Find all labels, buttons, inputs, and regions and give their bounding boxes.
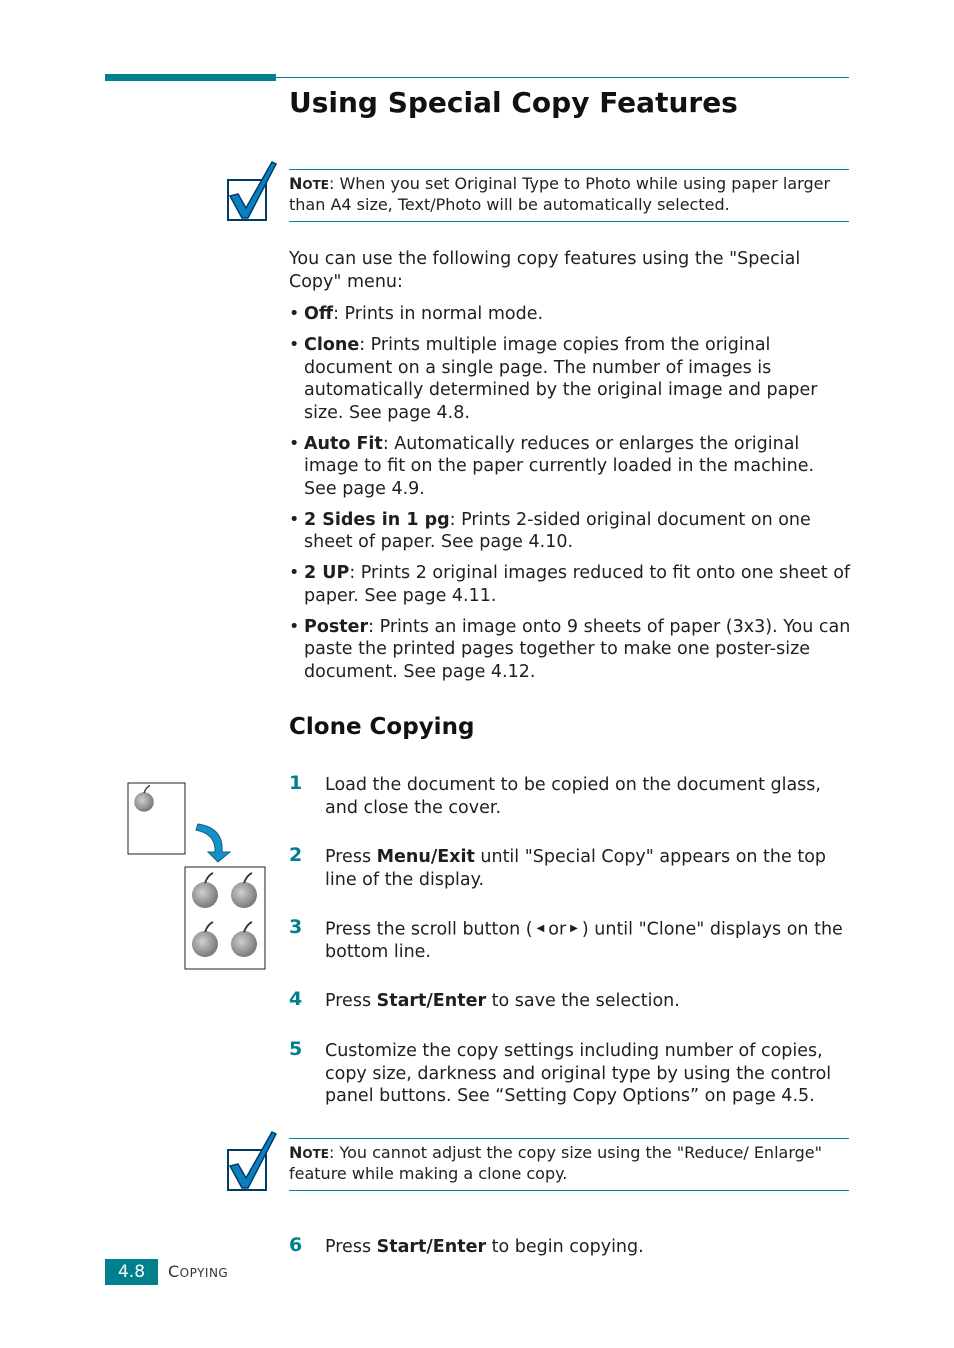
- step-text: Customize the copy settings including number of copies, copy size, darkness and original type by using the control panel buttons. See “Setting Copy Options” on page 4.5.: [325, 1041, 832, 1106]
- checkmark-note-icon: [226, 1130, 278, 1192]
- page-number: 4.8: [105, 1259, 158, 1285]
- list-item: • Off: Prints in normal mode.: [289, 304, 544, 324]
- page-title: Using Special Copy Features: [289, 86, 738, 119]
- note-box: [289, 169, 849, 222]
- step-text: Press Menu/Exit until "Special Copy" appears on the top line of the display.: [325, 847, 827, 890]
- note-text: NOTE: When you set Original Type to Photo while using paper larger than A4 size, Text/Photo will be automatically selected.: [289, 174, 831, 214]
- checkmark-note-icon: [226, 160, 278, 222]
- step-number: 6: [289, 1234, 303, 1256]
- note-text: NOTE: You cannot adjust the copy size using the "Reduce/ Enlarge" feature while making a clone copy.: [289, 1143, 822, 1183]
- note-label: NOTE: [289, 1143, 329, 1162]
- note-box: [289, 1138, 849, 1191]
- list-item: • Clone: Prints multiple image copies from the original document on a single page. The number of images is automatically determined by the original image and paper size. See page 4.8.: [289, 335, 818, 423]
- list-item: • 2 Sides in 1 pg: Prints 2-sided original document on one sheet of paper. See page 4.10.: [289, 509, 811, 552]
- section-title: Clone Copying: [289, 714, 475, 740]
- step-text: Press Start/Enter to begin copying.: [325, 1237, 644, 1257]
- chapter-label: COPYING: [168, 1262, 229, 1281]
- step-text: Press Start/Enter to save the selection.: [325, 991, 680, 1011]
- list-item: • Poster: Prints an image onto 9 sheets of paper (3x3). You can paste the printed pages together to make one poster-size document. See page 4.12.: [289, 616, 851, 682]
- header-rule-thin: [276, 77, 849, 78]
- step-number: 2: [289, 844, 303, 866]
- step-number: 4: [289, 988, 303, 1010]
- scroll-left-icon: ◀: [536, 923, 545, 934]
- list-item: • Auto Fit: Automatically reduces or enlarges the original image to fit on the paper currently loaded in the machine. See page 4.9.: [289, 433, 815, 499]
- step-text: Load the document to be copied on the document glass, and close the cover.: [325, 775, 821, 818]
- step-number: 5: [289, 1038, 303, 1060]
- step-text: Press the scroll button ( ◀ or ▶ ) until "Clone" displays on the bottom line.: [325, 919, 843, 962]
- scroll-right-icon: ▶: [570, 923, 578, 934]
- list-item: • 2 UP: Prints 2 original images reduced to fit onto one sheet of paper. See page 4.11.: [289, 563, 851, 606]
- feature-list: [289, 303, 851, 692]
- step-number: 1: [289, 772, 303, 794]
- intro-paragraph: You can use the following copy features using the "Special Copy" menu:: [289, 249, 801, 292]
- clone-copy-illustration: [126, 782, 268, 972]
- note-label: NOTE: [289, 174, 329, 193]
- header-rule-thick: [105, 74, 276, 81]
- step-number: 3: [289, 916, 303, 938]
